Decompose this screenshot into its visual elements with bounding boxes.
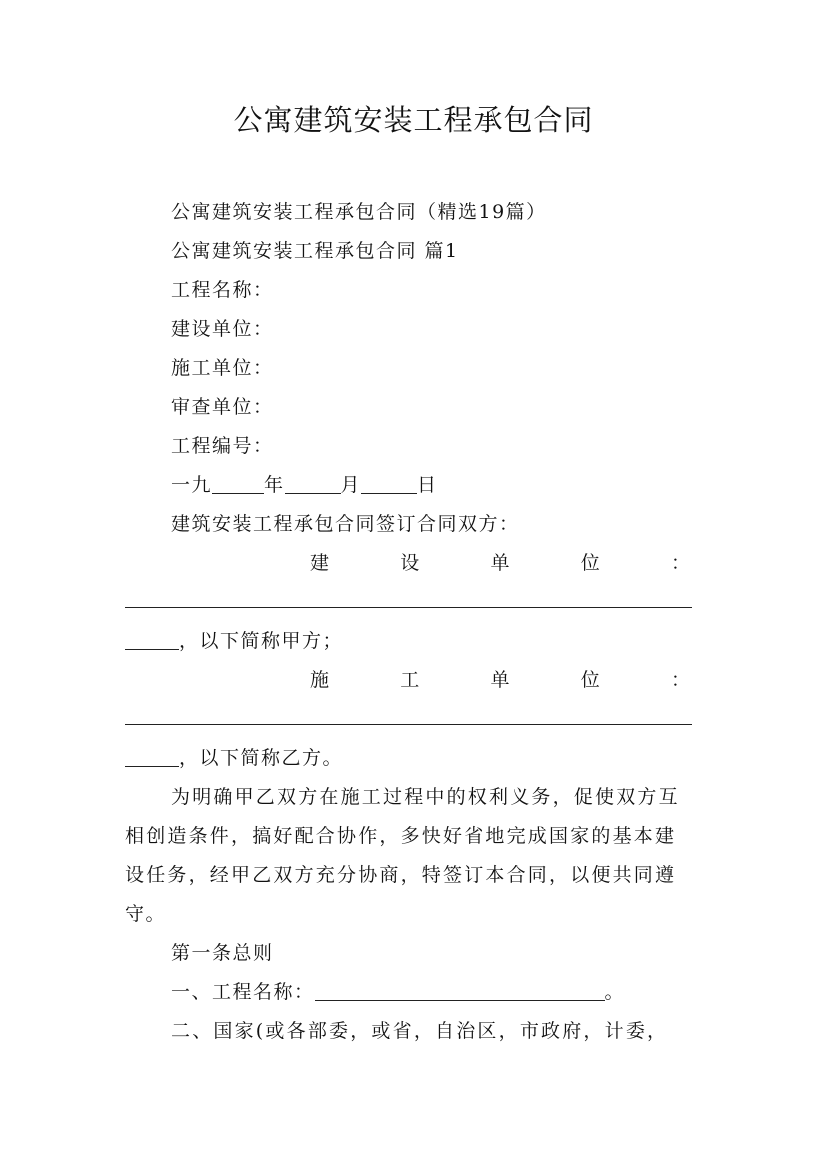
field-reviewer: 审查单位： xyxy=(171,396,274,418)
party-a-char: 建 xyxy=(310,552,330,574)
party-a-char: 单 xyxy=(490,552,510,574)
field-project-name: 工程名称： xyxy=(171,279,274,301)
party-b-suffix: ，以下简称乙方。 xyxy=(179,747,344,769)
purpose-line-3: 设任务，经甲乙双方充分协商，特签订本合同，以便共同遵 xyxy=(125,864,677,886)
article-1-heading: 第一条总则 xyxy=(171,942,274,964)
party-a-suffix: ，以下简称甲方； xyxy=(179,630,344,652)
party-a-blank-tail xyxy=(125,629,179,650)
signing-parties: 建筑安装工程承包合同签订合同双方： xyxy=(171,513,520,535)
party-a-blank-line xyxy=(125,587,692,608)
party-a-char: 设 xyxy=(400,552,420,574)
date-prefix: 一九 xyxy=(171,474,213,496)
party-b-char: 施 xyxy=(310,669,330,691)
party-b-blank-line xyxy=(125,704,692,725)
month-label: 月 xyxy=(340,474,362,496)
purpose-line-1: 为明确甲乙双方在施工过程中的权利义务，促使双方互 xyxy=(171,786,680,808)
date-line xyxy=(171,471,438,499)
party-b-blank-tail xyxy=(125,746,179,767)
day-label: 日 xyxy=(417,474,438,496)
party-b-char: 工 xyxy=(400,669,420,691)
item-1-blank xyxy=(315,980,605,1001)
field-project-no: 工程编号： xyxy=(171,435,274,457)
party-b-char: 位 xyxy=(580,669,600,691)
item-1-prefix: 一、工程名称： xyxy=(171,981,315,1003)
document-subtitle: 公寓建筑安装工程承包合同（精选19篇） xyxy=(171,201,547,223)
chapter-heading: 公寓建筑安装工程承包合同 篇1 xyxy=(171,240,459,262)
purpose-line-4: 守。 xyxy=(125,903,167,925)
year-blank xyxy=(212,473,264,494)
party-b-char: 单 xyxy=(490,669,510,691)
month-blank xyxy=(285,473,341,494)
item-1-suffix: 。 xyxy=(604,981,626,1003)
party-b-char: ： xyxy=(670,669,690,691)
party-b-label xyxy=(310,666,690,694)
item-2-line: 二、国家(或各部委，或省，自治区，市政府，计委， xyxy=(171,1020,669,1042)
field-builder: 建设单位： xyxy=(171,318,274,340)
party-a-char: ： xyxy=(670,552,690,574)
party-a-char: 位 xyxy=(580,552,600,574)
party-a-label xyxy=(310,549,690,577)
party-a-line xyxy=(125,627,343,655)
year-label: 年 xyxy=(264,474,285,496)
party-b-line xyxy=(125,744,343,772)
day-blank xyxy=(361,473,417,494)
item-1-line xyxy=(171,978,625,1006)
purpose-line-2: 相创造条件，搞好配合协作，多快好省地完成国家的基本建 xyxy=(125,825,677,847)
field-constructor: 施工单位： xyxy=(171,357,274,379)
document-title: 公寓建筑安装工程承包合同 xyxy=(233,103,594,137)
